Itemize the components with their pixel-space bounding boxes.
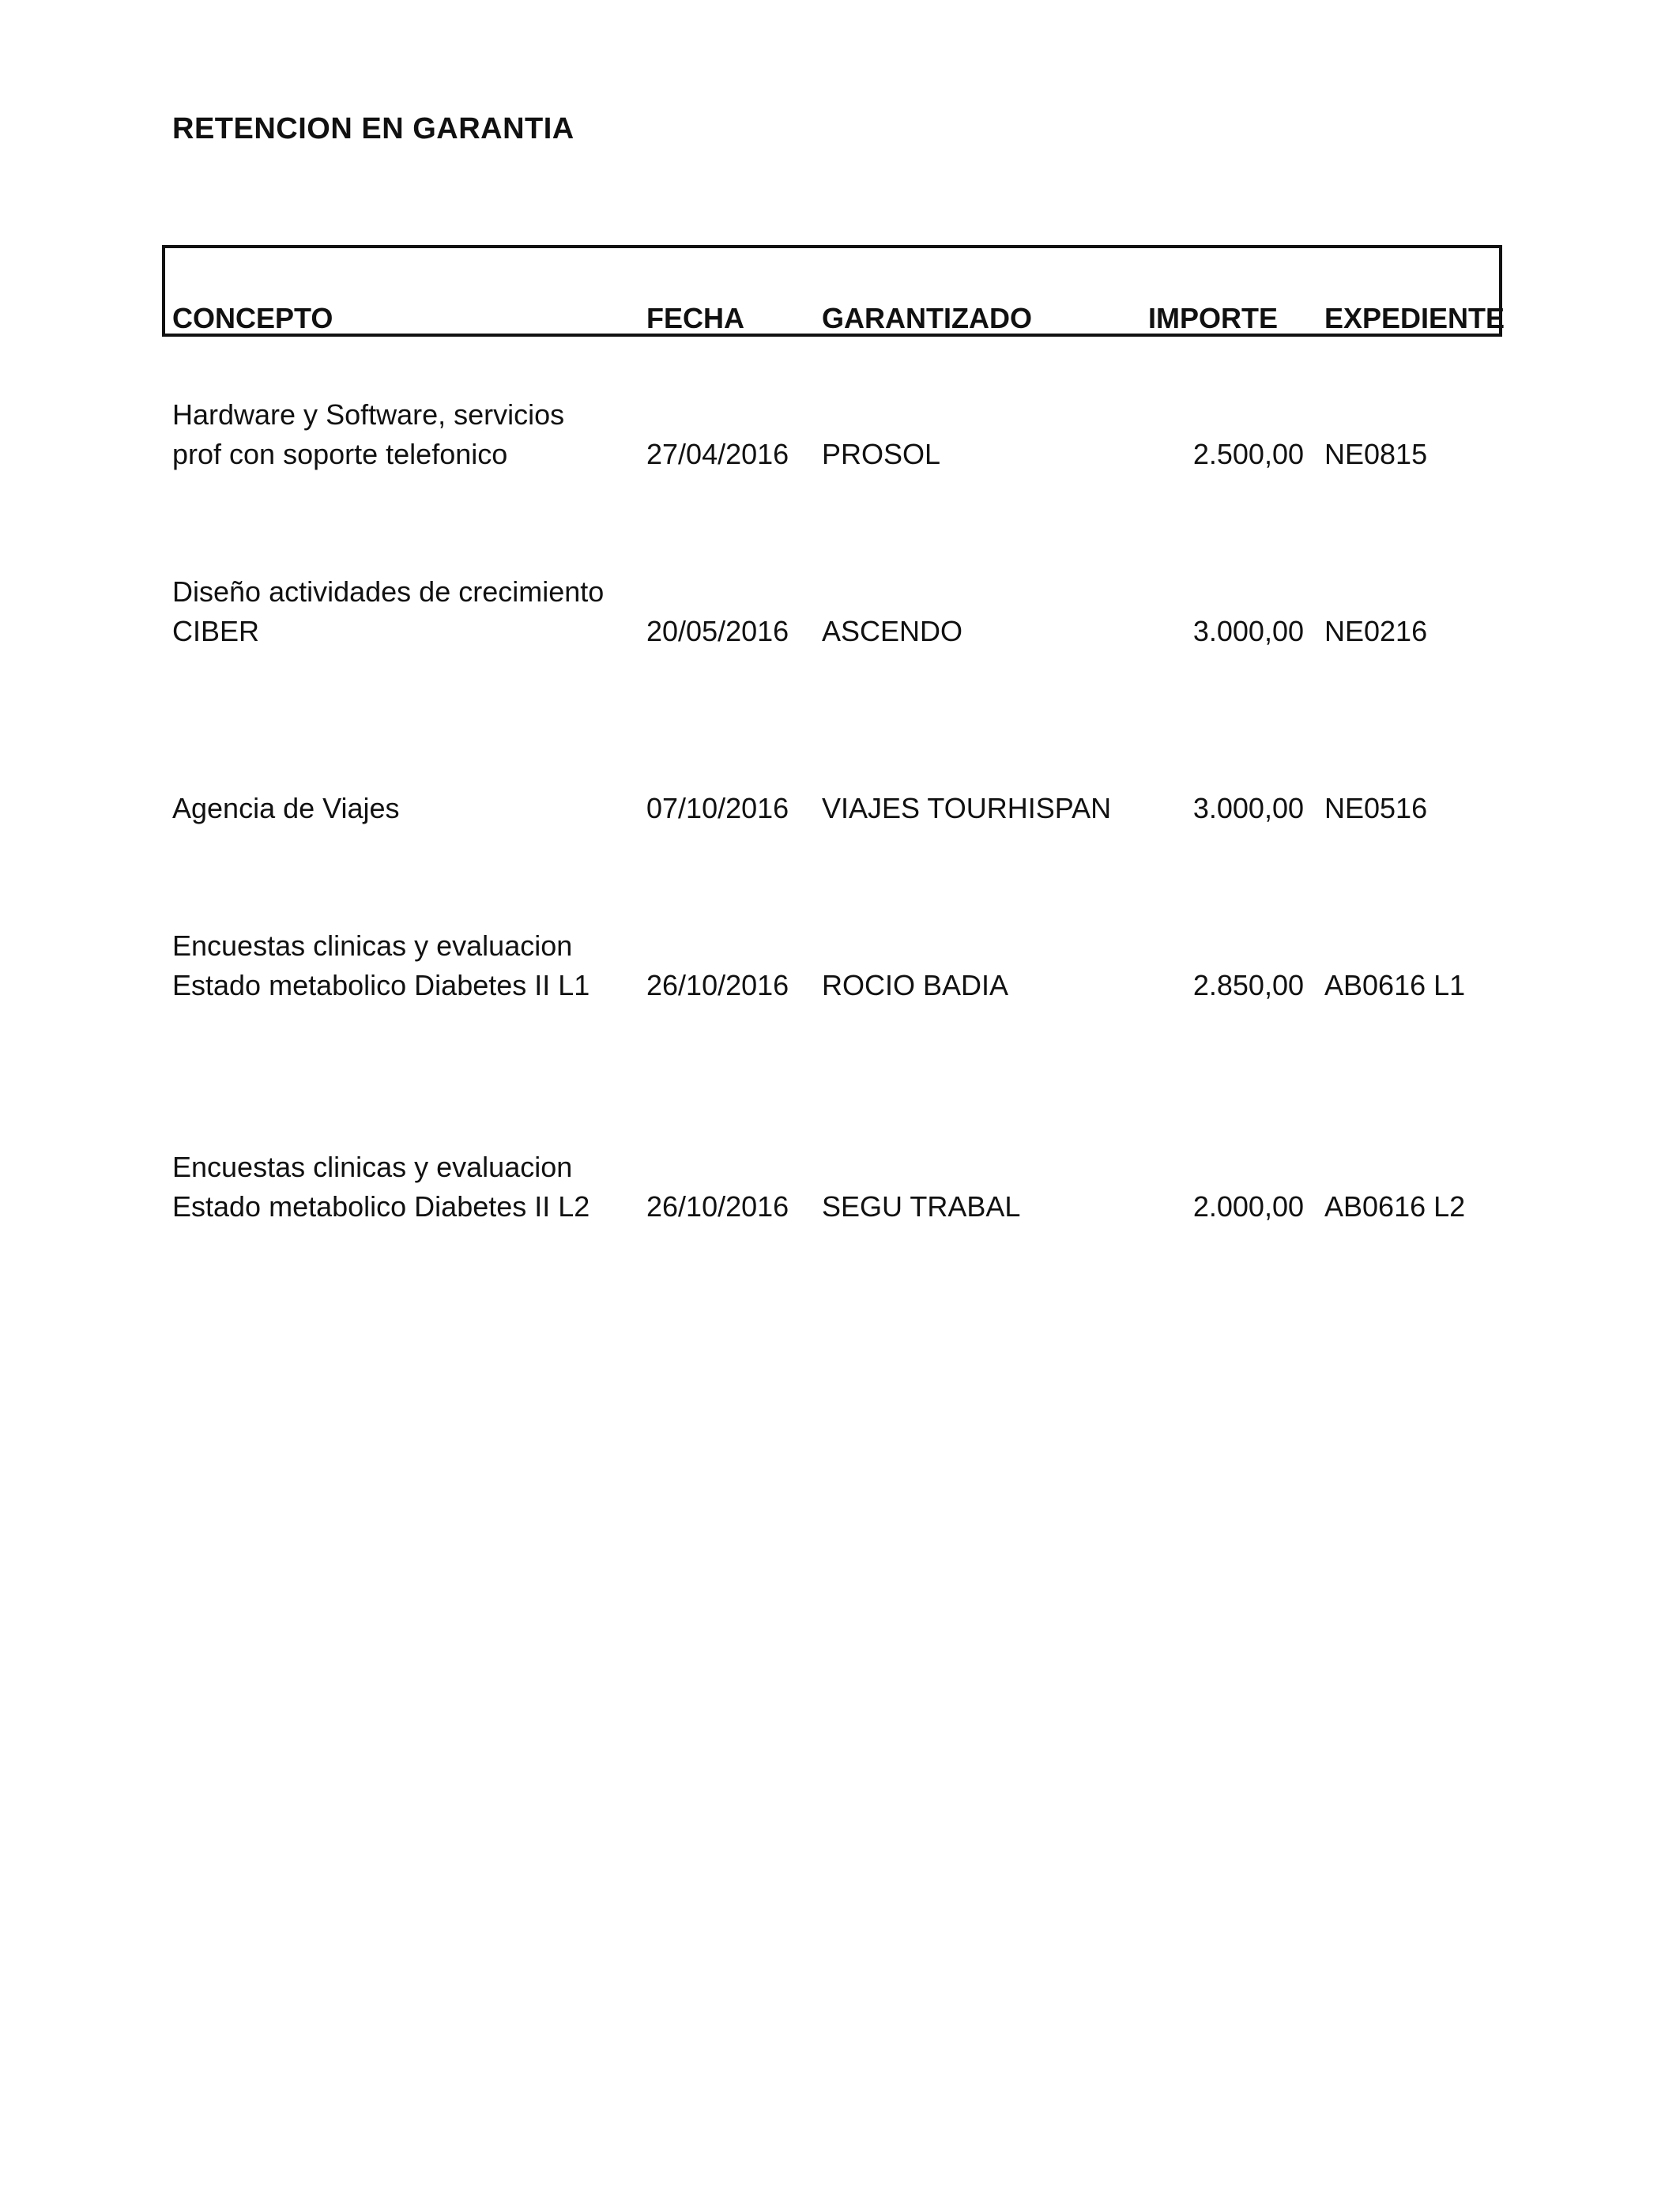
table-row <box>0 572 1680 659</box>
cell-garantizado: SEGU TRABAL <box>822 1190 1021 1223</box>
column-header-expediente: EXPEDIENTE <box>1324 302 1505 334</box>
cell-fecha: 27/04/2016 <box>646 438 789 470</box>
cell-importe: 3.000,00 <box>1192 615 1304 647</box>
table-row <box>0 926 1680 1013</box>
concepto-line-1: Diseño actividades de crecimiento <box>172 575 605 608</box>
concepto-line-1 <box>172 749 400 789</box>
cell-concepto <box>172 395 564 474</box>
concepto-line-2: Agencia de Viajes <box>172 792 400 824</box>
cell-expediente: NE0815 <box>1324 438 1428 470</box>
table-row <box>0 395 1680 482</box>
cell-expediente: AB0616 L1 <box>1324 969 1466 1001</box>
cell-fecha: 20/05/2016 <box>646 615 789 647</box>
concepto-line-2: prof con soporte telefonico <box>172 438 508 470</box>
cell-garantizado: PROSOL <box>822 438 941 470</box>
cell-importe: 2.500,00 <box>1192 438 1304 470</box>
concepto-line-2: CIBER <box>172 615 260 647</box>
cell-importe: 3.000,00 <box>1192 792 1304 824</box>
table-row <box>0 1148 1680 1235</box>
column-header-concepto: CONCEPTO <box>172 302 333 334</box>
page-title: RETENCION EN GARANTIA <box>172 112 574 145</box>
table-row <box>0 749 1680 836</box>
concepto-line-2: Estado metabolico Diabetes II L1 <box>172 969 590 1001</box>
concepto-line-2: Estado metabolico Diabetes II L2 <box>172 1190 590 1223</box>
cell-importe: 2.850,00 <box>1192 969 1304 1001</box>
cell-concepto <box>172 926 590 1005</box>
cell-expediente: NE0216 <box>1324 615 1428 647</box>
cell-garantizado: VIAJES TOURHISPAN <box>822 792 1112 824</box>
cell-expediente: AB0616 L2 <box>1324 1190 1466 1223</box>
column-header-importe: IMPORTE <box>1148 302 1279 334</box>
cell-garantizado: ROCIO BADIA <box>822 969 1009 1001</box>
cell-concepto <box>172 749 400 828</box>
column-header-garantizado: GARANTIZADO <box>822 302 1032 334</box>
cell-fecha: 26/10/2016 <box>646 1190 789 1223</box>
concepto-line-1: Encuestas clinicas y evaluacion <box>172 929 573 962</box>
column-header-fecha: FECHA <box>646 302 744 334</box>
concepto-line-1: Encuestas clinicas y evaluacion <box>172 1151 573 1183</box>
cell-fecha: 07/10/2016 <box>646 792 789 824</box>
cell-expediente: NE0516 <box>1324 792 1428 824</box>
cell-fecha: 26/10/2016 <box>646 969 789 1001</box>
cell-importe: 2.000,00 <box>1192 1190 1304 1223</box>
cell-concepto <box>172 572 604 651</box>
cell-concepto <box>172 1148 590 1227</box>
cell-garantizado: ASCENDO <box>822 615 963 647</box>
concepto-line-1: Hardware y Software, servicios <box>172 398 565 431</box>
